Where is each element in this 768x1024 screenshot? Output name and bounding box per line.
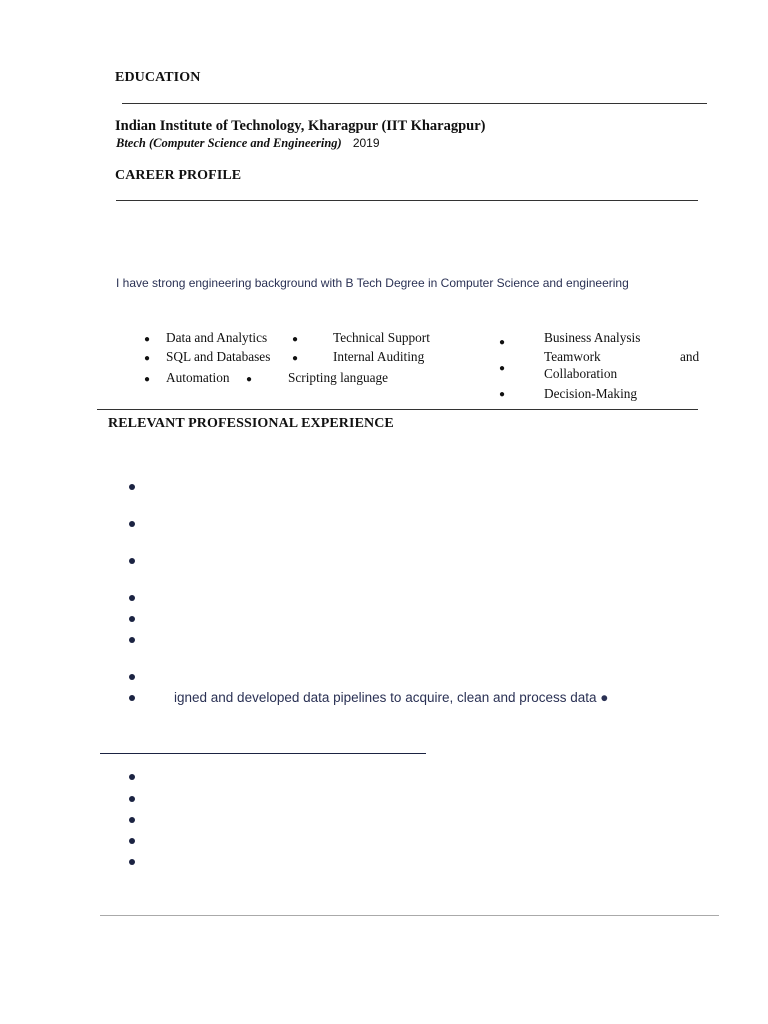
skill-bullet: ●: [499, 337, 506, 348]
skill-item: Business Analysis: [544, 330, 641, 345]
list-bullet: [129, 774, 135, 780]
footer-divider: [100, 915, 719, 916]
experience-heading: RELEVANT PROFESSIONAL EXPERIENCE: [108, 416, 394, 431]
skill-item: Teamwork: [544, 349, 601, 364]
skill-bullet: ●: [499, 389, 506, 400]
skill-bullet: ●: [292, 334, 299, 345]
experience-bullet: [129, 521, 135, 527]
list-bullet: [129, 838, 135, 844]
degree-line: [116, 136, 380, 151]
skill-item: Data and Analytics: [166, 330, 268, 345]
career-profile-heading: CAREER PROFILE: [115, 168, 242, 183]
list-bullet: [129, 817, 135, 823]
education-divider: [122, 103, 707, 104]
list-bullet: [129, 859, 135, 865]
experience-bullet: [129, 616, 135, 622]
experience-bullet: [129, 595, 135, 601]
skill-item: Collaboration: [544, 366, 618, 381]
career-profile-divider: [116, 200, 698, 201]
section-divider: [100, 753, 426, 754]
skill-item: Internal Auditing: [333, 349, 425, 364]
career-summary: I have strong engineering background with B Tech Degree in Computer Science and engineering: [116, 276, 629, 290]
experience-bullet: [129, 637, 135, 643]
degree-title: Btech (Computer Science and Engineering): [116, 136, 342, 150]
skill-bullet: ●: [292, 353, 299, 364]
skill-item: Decision-Making: [544, 386, 638, 401]
institution-name: Indian Institute of Technology, Kharagpur (IIT Kharagpur): [115, 118, 486, 134]
experience-bullet: [129, 695, 135, 701]
skill-bullet: ●: [499, 363, 506, 374]
skill-bullet: ●: [144, 374, 151, 385]
skill-item: Technical Support: [333, 330, 430, 345]
experience-bullet: [129, 674, 135, 680]
list-bullet: [129, 796, 135, 802]
skill-item: Automation: [166, 370, 230, 385]
skill-item: SQL and Databases: [166, 349, 271, 364]
skill-bullet: ●: [246, 374, 253, 385]
skill-item: Scripting language: [288, 370, 389, 385]
experience-bullet: [129, 558, 135, 564]
experience-bullet: [129, 484, 135, 490]
skill-item: and: [680, 349, 700, 364]
skill-bullet: ●: [144, 353, 151, 364]
graduation-year: 2019: [352, 136, 380, 150]
skill-bullet: ●: [144, 334, 151, 345]
education-heading: EDUCATION: [115, 70, 201, 85]
experience-item-text: igned and developed data pipelines to acquire, clean and process data ●: [174, 690, 609, 705]
skills-divider: [97, 409, 698, 410]
